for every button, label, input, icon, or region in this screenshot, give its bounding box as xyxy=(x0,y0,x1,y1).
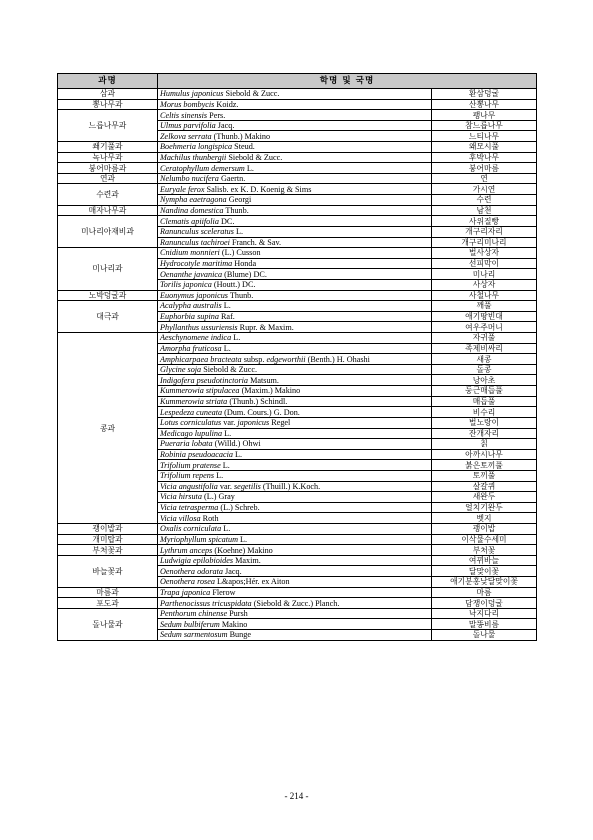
family-cell: 삼과 xyxy=(58,89,158,100)
scientific-name-cell xyxy=(158,173,432,184)
korean-name-cell: 개구리미나리 xyxy=(432,237,537,248)
korean-name-cell: 사철나무 xyxy=(432,290,537,301)
scientific-name-author: Rupr. & Maxim. xyxy=(237,322,294,332)
scientific-name-cell xyxy=(158,523,432,534)
family-cell: 미나리아재비과 xyxy=(58,216,158,248)
scientific-name-italic: Boehmeria longispica xyxy=(160,142,233,152)
scientific-name-cell xyxy=(158,120,432,131)
scientific-name-cell xyxy=(158,534,432,545)
scientific-name-cell xyxy=(158,354,432,365)
family-cell: 미나리과 xyxy=(58,248,158,290)
scientific-name-cell xyxy=(158,237,432,248)
korean-name-cell: 부처꽃 xyxy=(432,545,537,556)
korean-name-cell: 괭이밥 xyxy=(432,523,537,534)
korean-name-cell: 낙지다리 xyxy=(432,608,537,619)
family-cell: 바늘꽃과 xyxy=(58,555,158,587)
korean-name-cell: 여우주머니 xyxy=(432,322,537,333)
scientific-name-author: Pers. xyxy=(207,110,226,120)
scientific-name-author: Bunge xyxy=(227,630,251,640)
scientific-name-author: Jacq. xyxy=(215,121,235,131)
korean-name-cell: 환삼덩굴 xyxy=(432,89,537,100)
scientific-name-cell xyxy=(158,205,432,216)
scientific-name-author: L. xyxy=(238,534,248,544)
scientific-name-cell xyxy=(158,290,432,301)
korean-name-cell: 낭아초 xyxy=(432,375,537,386)
scientific-name-cell xyxy=(158,417,432,428)
scientific-name-italic: Vicia hirsuta xyxy=(160,492,202,502)
korean-name-cell: 족제비싸리 xyxy=(432,343,537,354)
scientific-name-author: Siebold & Zucc. xyxy=(226,152,283,162)
scientific-name-cell xyxy=(158,492,432,503)
scientific-name-italic: Pueraria lobata xyxy=(160,439,213,449)
scientific-name-author: L. xyxy=(221,524,231,534)
korean-name-cell: 사위질빵 xyxy=(432,216,537,227)
scientific-name-italic: Vicia villosa xyxy=(160,513,201,523)
korean-name-cell: 여뀌바늘 xyxy=(432,555,537,566)
korean-name-cell: 미나리 xyxy=(432,269,537,280)
scientific-name-cell xyxy=(158,577,432,588)
korean-name-cell: 벳지 xyxy=(432,513,537,524)
scientific-name-italic: Penthorum chinense xyxy=(160,609,228,619)
scientific-name-cell xyxy=(158,460,432,471)
scientific-name-author: (Blume) DC. xyxy=(222,269,267,279)
korean-name-cell: 벌노랑이 xyxy=(432,417,537,428)
scientific-name-cell xyxy=(158,163,432,174)
korean-name-cell: 돌나물 xyxy=(432,630,537,641)
table-row xyxy=(58,555,537,566)
scientific-name-author: (L.) Schreb. xyxy=(218,503,260,513)
korean-name-cell: 둥근매듭풀 xyxy=(432,386,537,397)
scientific-name-cell xyxy=(158,513,432,524)
scientific-name-italic: Ceratophyllum demersum xyxy=(160,163,245,173)
scientific-name-italic: segetilis xyxy=(234,481,261,491)
korean-name-cell: 새콩 xyxy=(432,354,537,365)
scientific-name-cell xyxy=(158,619,432,630)
family-cell: 연과 xyxy=(58,173,158,184)
table-row xyxy=(58,598,537,609)
family-cell: 매자나무과 xyxy=(58,205,158,216)
table-row xyxy=(58,152,537,163)
korean-name-cell: 토끼풀 xyxy=(432,470,537,481)
scientific-name-italic: Indigofera pseudotinctoria xyxy=(160,375,249,385)
scientific-name-cell xyxy=(158,566,432,577)
family-cell: 노박덩굴과 xyxy=(58,290,158,301)
scientific-name-cell xyxy=(158,258,432,269)
korean-name-cell: 자귀풀 xyxy=(432,333,537,344)
scientific-name-author: (Benth.) H. Ohashi xyxy=(305,354,370,364)
scientific-name-italic: Oenothera odorata xyxy=(160,566,223,576)
scientific-name-cell xyxy=(158,502,432,513)
korean-name-cell: 칡 xyxy=(432,439,537,450)
korean-name-cell: 연 xyxy=(432,173,537,184)
scientific-name-cell xyxy=(158,269,432,280)
korean-name-cell: 가시연 xyxy=(432,184,537,195)
family-cell: 느릅나무과 xyxy=(58,110,158,142)
family-cell: 괭이밥과 xyxy=(58,523,158,534)
scientific-name-italic: Machilus thunbergii xyxy=(160,152,227,162)
scientific-name-cell xyxy=(158,375,432,386)
family-cell: 쐐기풀과 xyxy=(58,142,158,153)
table-row xyxy=(58,99,537,110)
korean-name-cell: 애기땅빈대 xyxy=(432,311,537,322)
scientific-name-cell xyxy=(158,333,432,344)
table-row xyxy=(58,545,537,556)
korean-name-cell: 개구리자리 xyxy=(432,226,537,237)
scientific-name-italic: Phyllanthus ussuriensis xyxy=(160,322,238,332)
scientific-name-italic: Trifolium repens xyxy=(160,471,215,481)
korean-name-cell: 사상자 xyxy=(432,279,537,290)
scientific-name-cell xyxy=(158,555,432,566)
scientific-name-italic: Euryale ferox xyxy=(160,184,205,194)
scientific-name-cell xyxy=(158,630,432,641)
scientific-name-author: subsp. xyxy=(241,354,267,364)
scientific-name-italic: Vicia angustifolia xyxy=(160,481,218,491)
scientific-name-cell xyxy=(158,449,432,460)
scientific-name-author: Siebold & Zucc. xyxy=(201,365,258,375)
scientific-name-author: L. xyxy=(221,343,231,353)
scientific-name-cell xyxy=(158,343,432,354)
scientific-name-italic: Celtis sinensis xyxy=(160,110,208,120)
scientific-name-cell xyxy=(158,545,432,556)
korean-name-cell: 남천 xyxy=(432,205,537,216)
table-row xyxy=(58,587,537,598)
korean-name-cell: 매듭풀 xyxy=(432,396,537,407)
scientific-name-author: (Willd.) Ohwi xyxy=(212,439,261,449)
scientific-name-italic: Nympha eaetragona xyxy=(160,195,227,205)
scientific-name-author: var. xyxy=(217,481,234,491)
table-row xyxy=(58,142,537,153)
family-header: 과명 xyxy=(58,74,158,89)
scientific-name-italic: Ludwigia epilobioides xyxy=(160,556,234,566)
scientific-name-cell xyxy=(158,110,432,121)
family-cell: 수련과 xyxy=(58,184,158,205)
table-row xyxy=(58,523,537,534)
korean-name-cell: 담쟁이덩굴 xyxy=(432,598,537,609)
scientific-name-italic: Vicia tetrasperma xyxy=(160,503,219,513)
scientific-name-author: (Koehne) Makino xyxy=(212,545,273,555)
table-row xyxy=(58,163,537,174)
scientific-name-author: (Siebold & Zucc.) Planch. xyxy=(251,598,340,608)
korean-name-cell: 수련 xyxy=(432,195,537,206)
korean-name-cell: 붕어마름 xyxy=(432,163,537,174)
scientific-name-italic: Humulus japonicus xyxy=(160,89,224,99)
korean-name-cell: 산뽕나무 xyxy=(432,99,537,110)
scientific-name-italic: Glycine soja xyxy=(160,365,202,375)
scientific-name-author: Salisb. ex K. D. Koenig & Sims xyxy=(204,184,312,194)
scientific-name-cell xyxy=(158,131,432,142)
table-row xyxy=(58,301,537,312)
scientific-name-italic: Parthenocissus tricuspidata xyxy=(160,598,252,608)
korean-name-cell: 비수리 xyxy=(432,407,537,418)
family-cell: 콩과 xyxy=(58,333,158,524)
table-row xyxy=(58,216,537,227)
family-cell: 포도과 xyxy=(58,598,158,609)
scientific-name-italic: Ranunculus tachiroei xyxy=(160,237,230,247)
table-row xyxy=(58,89,537,100)
scientific-name-italic: Nandina domestica xyxy=(160,206,224,215)
scientific-name-italic: Robinia pseudoacacia xyxy=(160,450,233,460)
korean-name-cell: 선피막이 xyxy=(432,258,537,269)
family-cell: 붕어마름과 xyxy=(58,163,158,174)
korean-name-cell: 팽나무 xyxy=(432,110,537,121)
scientific-name-cell xyxy=(158,195,432,206)
korean-name-cell: 말똥비름 xyxy=(432,619,537,630)
page-number: - 214 - xyxy=(284,791,309,801)
family-cell: 뽕나무과 xyxy=(58,99,158,110)
scientific-name-cell xyxy=(158,322,432,333)
korean-name-cell: 새완두 xyxy=(432,492,537,503)
scientific-name-italic: Zelkova serrata xyxy=(160,131,212,141)
scientific-name-italic: Lotus corniculatus xyxy=(160,418,222,428)
scientific-name-author: var. xyxy=(221,418,238,428)
scientific-name-italic: Cnidium monnieri xyxy=(160,248,220,258)
scientific-name-author: Steud. xyxy=(232,142,255,152)
family-cell: 대극과 xyxy=(58,301,158,333)
scientific-name-cell xyxy=(158,184,432,195)
scientific-name-italic: Euonymus japonicus xyxy=(160,290,228,300)
scientific-name-italic: Trifolium pratense xyxy=(160,460,221,470)
scientific-name-italic: Oenothera rosea xyxy=(160,577,215,587)
scientific-name-cell xyxy=(158,407,432,418)
scientific-name-cell xyxy=(158,279,432,290)
table-row xyxy=(58,608,537,619)
scientific-name-author: Roth xyxy=(200,513,219,523)
scientific-name-italic: edgeworthii xyxy=(266,354,306,364)
scientific-name-author: Thunb. xyxy=(228,290,254,300)
scientific-name-cell xyxy=(158,364,432,375)
table-row xyxy=(58,290,537,301)
scientific-name-author: Koidz. xyxy=(214,99,239,109)
scientific-name-italic: Myriophyllum spicatum xyxy=(160,534,238,544)
korean-name-cell: 아까시나무 xyxy=(432,449,537,460)
korean-name-cell: 이삭물수세미 xyxy=(432,534,537,545)
scientific-name-author: L. xyxy=(214,471,224,481)
scientific-name-author: (Thuill.) K.Koch. xyxy=(260,481,321,491)
species-header: 학명 및 국명 xyxy=(158,74,537,89)
scientific-name-cell xyxy=(158,608,432,619)
scientific-name-italic: Ranunculus sceleratus xyxy=(160,227,234,237)
scientific-name-cell xyxy=(158,216,432,227)
korean-name-cell: 달맞이꽃 xyxy=(432,566,537,577)
scientific-name-author: (Maxim.) Makino xyxy=(239,386,301,396)
table-row xyxy=(58,205,537,216)
scientific-name-author: Siebold & Zucc. xyxy=(223,89,280,99)
scientific-name-author: (L.) Gray xyxy=(201,492,235,502)
scientific-name-cell xyxy=(158,99,432,110)
scientific-name-author: (Dum. Cours.) G. Don. xyxy=(222,407,300,417)
table-row xyxy=(58,110,537,121)
korean-name-cell: 잔개자리 xyxy=(432,428,537,439)
family-cell: 부처꽃과 xyxy=(58,545,158,556)
family-cell: 녹나무과 xyxy=(58,152,158,163)
table-body xyxy=(58,89,537,641)
scientific-name-author: Jacq. xyxy=(223,566,242,576)
table-row xyxy=(58,534,537,545)
scientific-name-author: Franch. & Sav. xyxy=(229,237,282,247)
korean-name-cell: 벌사상자 xyxy=(432,248,537,259)
scientific-name-author: (Houtt.) DC. xyxy=(211,280,256,290)
scientific-name-author: L&apos;Hér. ex Aiton xyxy=(214,577,290,587)
family-cell: 마름과 xyxy=(58,587,158,598)
scientific-name-italic: Sedum sarmentosum xyxy=(160,630,228,640)
table-row xyxy=(58,173,537,184)
scientific-name-author: L. xyxy=(220,460,230,470)
scientific-name-cell xyxy=(158,439,432,450)
scientific-name-cell xyxy=(158,386,432,397)
korean-name-cell: 살갈퀴 xyxy=(432,481,537,492)
table-row xyxy=(58,248,537,259)
scientific-name-author: L. xyxy=(221,301,231,311)
scientific-name-italic: Hydrocotyle maritima xyxy=(160,259,233,269)
scientific-name-author: (L.) Cusson xyxy=(219,248,261,258)
scientific-name-cell xyxy=(158,248,432,259)
scientific-name-author: Honda xyxy=(232,259,257,269)
scientific-name-author: Georgi xyxy=(226,195,252,205)
scientific-name-italic: Lythrum anceps xyxy=(160,545,213,555)
scientific-name-italic: Torilis japonica xyxy=(160,280,212,290)
scientific-name-author: Regel xyxy=(269,418,291,428)
korean-name-cell: 왜모시풀 xyxy=(432,142,537,153)
korean-name-cell: 얼치기완두 xyxy=(432,502,537,513)
scientific-name-italic: Kummerowia striata xyxy=(160,396,228,406)
scientific-name-italic: Nelumbo nucifera xyxy=(160,174,219,184)
scientific-name-author: Raf. xyxy=(218,312,235,322)
scientific-name-italic: Euphorbia supina xyxy=(160,312,219,322)
scientific-name-cell xyxy=(158,396,432,407)
scientific-name-italic: Acalypha australis xyxy=(160,301,222,311)
korean-name-cell: 참느릅나무 xyxy=(432,120,537,131)
scientific-name-author: Makino xyxy=(219,619,248,629)
scientific-name-italic: Amphicarpaea bracteata xyxy=(160,354,242,364)
scientific-name-cell xyxy=(158,152,432,163)
scientific-name-cell xyxy=(158,428,432,439)
scientific-name-italic: Oxalis corniculata xyxy=(160,524,222,534)
scientific-name-italic: Morus bombycis xyxy=(160,99,215,109)
scientific-name-author: Maxim. xyxy=(233,556,261,566)
scientific-name-italic: Medicago lupulina xyxy=(160,428,223,438)
scientific-name-cell xyxy=(158,481,432,492)
korean-name-cell: 깨풀 xyxy=(432,301,537,312)
korean-name-cell: 붉은토끼풀 xyxy=(432,460,537,471)
table-row xyxy=(58,184,537,195)
scientific-name-italic: Kummerowia stipulacea xyxy=(160,386,240,396)
scientific-name-author: Matsum. xyxy=(248,375,279,385)
scientific-name-italic: Sedum bulbiferum xyxy=(160,619,220,629)
scientific-name-italic: Oenanthe javanica xyxy=(160,269,223,279)
scientific-name-italic: Trapa japonica xyxy=(160,587,211,597)
scientific-name-cell xyxy=(158,470,432,481)
scientific-name-italic: Aeschynomene indica xyxy=(160,333,232,343)
scientific-name-author: L. xyxy=(233,450,243,460)
scientific-name-italic: Clematis apiifolia xyxy=(160,216,219,226)
scientific-name-author: Thunb. xyxy=(223,206,249,215)
scientific-name-author: L. xyxy=(233,227,244,237)
scientific-name-cell xyxy=(158,89,432,100)
table-row xyxy=(58,333,537,344)
scientific-name-italic: Lespedeza cuneata xyxy=(160,407,223,417)
korean-name-cell: 돌콩 xyxy=(432,364,537,375)
species-table xyxy=(57,73,537,641)
scientific-name-italic: japonicus xyxy=(237,418,270,428)
scientific-name-author: Flerow xyxy=(210,587,236,597)
scientific-name-author: DC. xyxy=(218,216,235,226)
scientific-name-author: (Thunb.) Schindl. xyxy=(227,396,288,406)
scientific-name-cell xyxy=(158,311,432,322)
table-header-row xyxy=(58,74,537,89)
scientific-name-cell xyxy=(158,301,432,312)
korean-name-cell: 느티나무 xyxy=(432,131,537,142)
scientific-name-italic: Amorpha fruticosa xyxy=(160,343,222,353)
scientific-name-cell xyxy=(158,598,432,609)
scientific-name-author: (Thunb.) Makino xyxy=(211,131,271,141)
family-cell: 개미탑과 xyxy=(58,534,158,545)
scientific-name-author: L. xyxy=(222,428,232,438)
scientific-name-author: Gaertn. xyxy=(218,174,246,184)
scientific-name-author: L. xyxy=(231,333,241,343)
family-cell: 돌나물과 xyxy=(58,608,158,640)
scientific-name-cell xyxy=(158,226,432,237)
scientific-name-author: Pursh xyxy=(227,609,248,619)
scientific-name-cell xyxy=(158,587,432,598)
scientific-name-author: L. xyxy=(244,163,254,173)
scientific-name-cell xyxy=(158,142,432,153)
korean-name-cell: 후박나무 xyxy=(432,152,537,163)
scientific-name-italic: Ulmus parvifolia xyxy=(160,121,216,131)
korean-name-cell: 애기분홍낮달맞이꽃 xyxy=(432,577,537,588)
korean-name-cell: 마름 xyxy=(432,587,537,598)
